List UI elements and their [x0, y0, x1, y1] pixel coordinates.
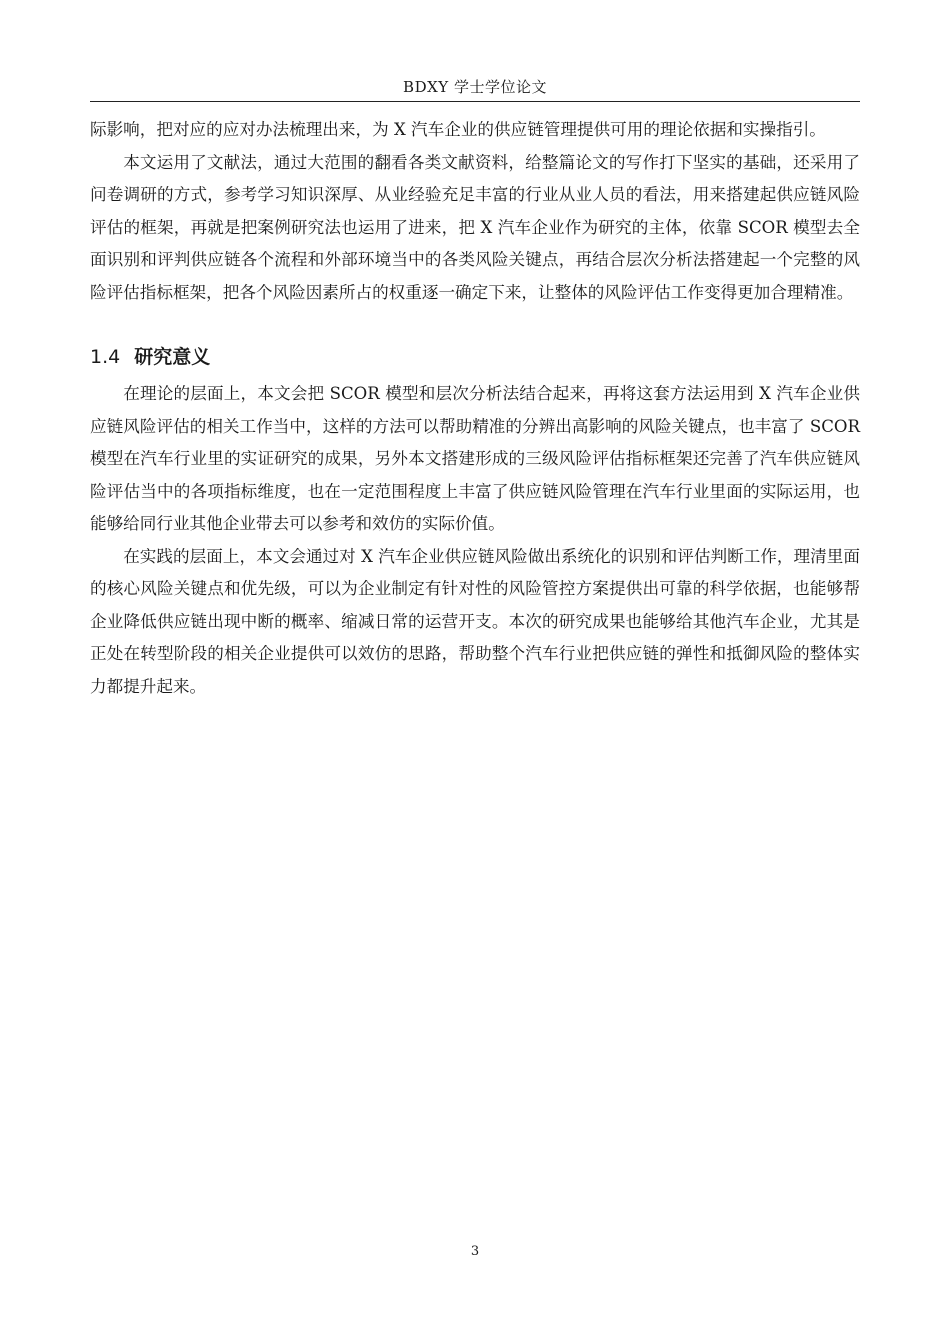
running-header: BDXY 学士学位论文 [403, 78, 547, 96]
body-paragraph: 在实践的层面上，本文会通过对 X 汽车企业供应链风险做出系统化的识别和评估判断工作，理清里面的核心风险关键点和优先级，可以为企业制定有针对性的风险管控方案提供出可靠的科学依据，也能够帮企业降低供应链出现中断的概率、缩减日常的运营开支。本次的研究成果也能够给其他汽车企业，尤其是正处在转型阶段的相关企业提供可以效仿的思路，帮助整个汽车行业把供应链的弹性和抵御风险的整体实力都提升起来。 [90, 546, 860, 696]
page-number: 3 [470, 1244, 480, 1259]
header-divider [90, 101, 860, 102]
section-number: 1.4 [90, 346, 121, 368]
body-paragraph: 本文运用了文献法，通过大范围的翻看各类文献资料，给整篇论文的写作打下坚实的基础，还采用了问卷调研的方式，参考学习知识深厚、从业经验充足丰富的行业从业人员的看法，用来搭建起供应链风险评估的框架，再就是把案例研究法也运用了进来，把 X 汽车企业作为研究的主体，依靠 SCOR 模型去全面识别和评判供应链各个流程和外部环境当中的各类风险关键点，再结合层次分析法搭建起一个完整的风险评估指标框架，把各个风险因素所占的权重逐一确定下来，让整体的风险评估工作变得更加合理精准。 [90, 152, 860, 302]
section-title: 研究意义 [134, 346, 211, 368]
section-heading [90, 344, 860, 370]
page-body [90, 114, 860, 703]
body-paragraph: 在理论的层面上，本文会把 SCOR 模型和层次分析法结合起来，再将这套方法运用到 X 汽车企业供应链风险评估的相关工作当中，这样的方法可以帮助精准的分辨出高影响的风险关键点，也丰富了 SCOR 模型在汽车行业里的实证研究的成果，另外本文搭建形成的三级风险评估指标框架还完善了汽车供应链风险评估当中的各项指标维度，也在一定范围程度上丰富了供应链风险管理在汽车行业里面的实际运用，也能够给同行业其他企业带去可以参考和效仿的实际价值。 [90, 384, 860, 533]
body-paragraph: 际影响，把对应的应对办法梳理出来，为 X 汽车企业的供应链管理提供可用的理论依据和实操指引。 [90, 120, 826, 139]
